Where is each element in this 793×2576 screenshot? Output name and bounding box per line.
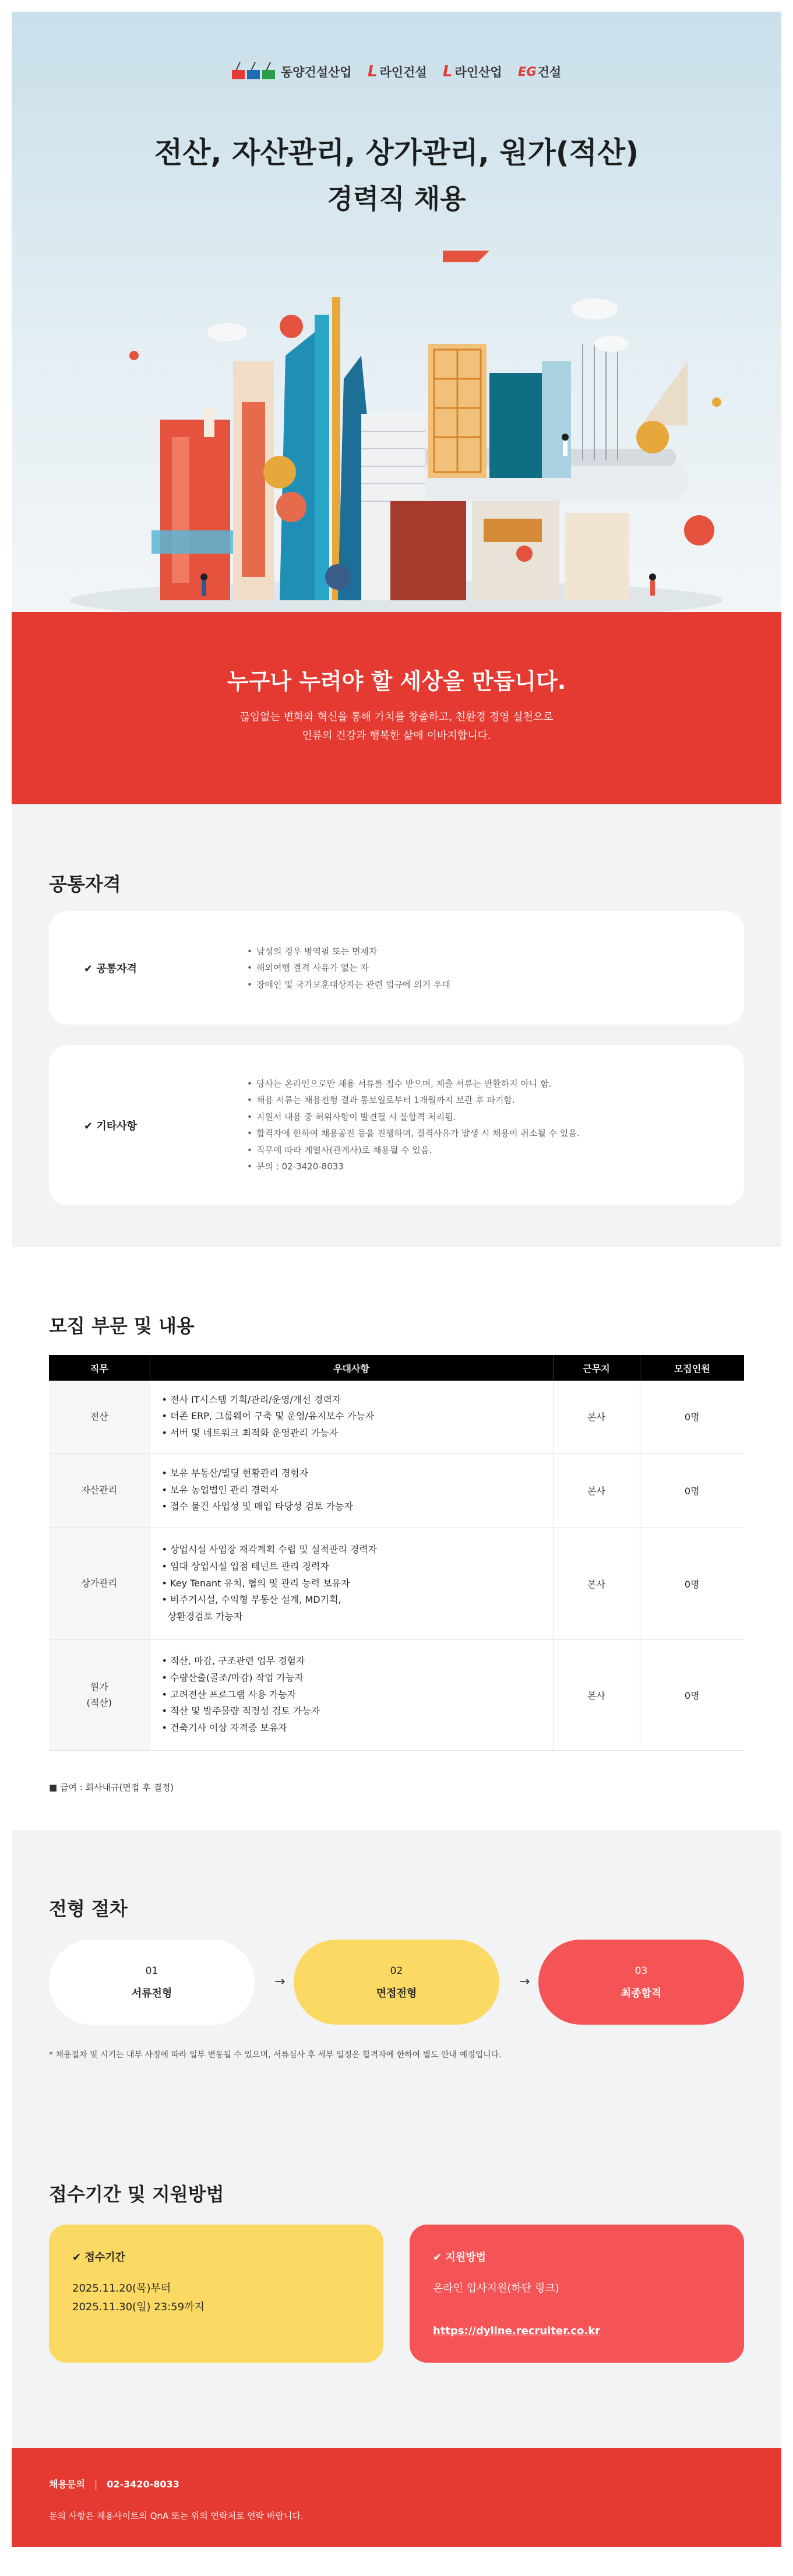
- duties-cell: [150, 1453, 553, 1528]
- company-logos: [12, 63, 781, 80]
- step-name: 서류전형: [131, 1987, 172, 2000]
- role-cell: [49, 1639, 150, 1750]
- column-header: 모집인원: [640, 1355, 744, 1381]
- line-logo-icon: L: [442, 63, 453, 80]
- table-row: [49, 1453, 744, 1528]
- period-end: 2025.11.30(일) 23:59까지: [72, 2300, 205, 2313]
- count-cell: 0명: [640, 1528, 744, 1639]
- step-number: 03: [635, 1965, 648, 1977]
- footer: [12, 2448, 781, 2547]
- salary-note: ■ 급여 : 회사내규(면접 후 결정): [49, 1782, 174, 1793]
- page-subtitle: 경력직 채용: [327, 183, 466, 214]
- location-cell: 본사: [553, 1639, 640, 1750]
- duty-item: • 보유 부동산/빌딩 현황관리 경험자: [161, 1467, 309, 1479]
- role-cell: 상가관리: [49, 1528, 150, 1639]
- table-row: [49, 1381, 744, 1453]
- positions-section: [12, 1247, 781, 1830]
- logo-name: 라인건설: [379, 65, 427, 79]
- common-qualifications-section: [12, 804, 781, 1247]
- city-illustration: [12, 227, 781, 624]
- contact-label: 채용문의: [49, 2479, 85, 2490]
- role-cell: 자산관리: [49, 1453, 150, 1528]
- step-name: 최종합격: [621, 1987, 662, 2000]
- period-dates: [72, 2279, 205, 2316]
- hero-banner: [12, 12, 781, 624]
- eg-logo-mark: EG: [517, 65, 537, 79]
- common-qualification-card: [49, 911, 744, 1025]
- location-cell: 본사: [553, 1453, 640, 1528]
- section-title: 모집 부문 및 내용: [49, 1315, 195, 1337]
- apply-link[interactable]: https://dyline.recruiter.co.kr: [433, 2325, 601, 2337]
- section-title: 전형 절차: [49, 1898, 128, 1920]
- list-item: • 채용 서류는 채용전형 결과 통보일로부터 1개월까지 보관 후 파기함.: [247, 1092, 580, 1109]
- table-header-row: [49, 1355, 744, 1381]
- section-title: 공통자격: [49, 873, 121, 895]
- list-item: • 지원서 내용 중 허위사항이 발견될 시 불합격 처리됨.: [247, 1108, 580, 1125]
- process-section: [12, 1830, 781, 2116]
- process-step-1: [49, 1940, 255, 2025]
- list-item: • 장애인 및 국가보훈대상자는 관련 법규에 의거 우대: [247, 976, 450, 993]
- slogan-banner: [12, 612, 781, 804]
- arrow-right-icon: →: [274, 1975, 286, 1989]
- box-title: ✔ 접수기간: [72, 2251, 125, 2264]
- other-notes-card: [49, 1045, 744, 1205]
- logo-name: 라인산업: [454, 65, 502, 79]
- qualification-list: [247, 943, 450, 993]
- card-label: ✔ 기타사항: [84, 1120, 137, 1132]
- logo-name: 동양건설산업: [280, 65, 352, 79]
- arrow-right-icon: →: [519, 1975, 530, 1989]
- duty-item: • 접수 물건 사업성 및 매입 타당성 검토 가능자: [161, 1501, 353, 1512]
- logo-line-construction: [368, 63, 427, 80]
- slogan-line-2: 인류의 건강과 행복한 삶에 이바지합니다.: [302, 729, 491, 742]
- list-item: • 해외여행 결격 사유가 없는 자: [247, 959, 450, 976]
- list-item: • 당사는 온라인으로만 채용 서류를 접수 받으며, 제출 서류는 반환하지 아니 함.: [247, 1075, 580, 1092]
- notes-list: [247, 1075, 580, 1175]
- logo-eg: [518, 63, 561, 80]
- duty-item: • 서버 및 네트워크 최적화 운영관리 가능자: [161, 1427, 339, 1439]
- line-logo-icon: L: [367, 63, 378, 80]
- duties-cell: [150, 1528, 553, 1639]
- page-title: 전산, 자산관리, 상가관리, 원가(적산): [154, 136, 639, 170]
- separator: |: [94, 2479, 98, 2490]
- duties-cell: [150, 1381, 553, 1453]
- step-number: 02: [390, 1965, 403, 1977]
- list-item: • 남성의 경우 병역필 또는 면제자: [247, 943, 450, 960]
- process-step-3: [538, 1940, 744, 2025]
- duty-item: • 전사 IT시스템 기획/관리/운영/개선 경력자: [161, 1393, 341, 1405]
- duty-item: • 비주거시설, 수익형 부동산 설계, MD기획,: [161, 1594, 341, 1606]
- duty-item: • 건축기사 이상 자격증 보유자: [161, 1722, 287, 1734]
- role-cell: 전산: [49, 1381, 150, 1453]
- contact-line: [49, 2477, 179, 2490]
- duty-item: • 적산, 마감, 구조관련 업무 경험자: [161, 1655, 305, 1666]
- column-header: 우대사항: [150, 1355, 553, 1381]
- duty-item: • Key Tenant 유치, 협의 및 관리 능력 보유자: [161, 1577, 350, 1589]
- box-title: ✔ 지원방법: [433, 2251, 486, 2264]
- column-header: 근무지: [553, 1355, 640, 1381]
- duty-item: • 적산 및 발주물량 적정성 검토 가능자: [161, 1705, 320, 1717]
- duty-item: 상환경검토 가능자: [161, 1611, 243, 1623]
- application-period-box: [49, 2225, 383, 2363]
- step-name: 면접전형: [376, 1987, 417, 2000]
- role-name: 원가: [90, 1681, 108, 1692]
- column-header: 직무: [49, 1355, 150, 1381]
- application-section: [12, 2116, 781, 2448]
- contact-phone: 02-3420-8033: [107, 2479, 179, 2490]
- duties-cell: [150, 1639, 553, 1750]
- method-text: 온라인 입사지원(하단 링크): [433, 2282, 559, 2295]
- duty-item: • 상업시설 사업장 재각계획 수립 및 실적관리 경력자: [161, 1544, 378, 1555]
- duty-item: • 임대 상업시설 입점 테넌트 관리 경력자: [161, 1560, 329, 1572]
- process-step-2: [294, 1940, 499, 2025]
- location-cell: 본사: [553, 1381, 640, 1453]
- table-row: [49, 1639, 744, 1750]
- role-name-detail: (적산): [86, 1697, 112, 1708]
- list-item: • 합격자에 한하여 채용공진 등을 진행하며, 결격사유가 발생 시 채용이 취소될 수 있음.: [247, 1125, 580, 1142]
- list-item: • 문의 : 02-3420-8033: [247, 1159, 580, 1176]
- count-cell: 0명: [640, 1381, 744, 1453]
- count-cell: 0명: [640, 1453, 744, 1528]
- section-title: 접수기간 및 지원방법: [49, 2183, 224, 2205]
- logo-dongyang: [232, 63, 352, 80]
- step-number: 01: [145, 1965, 158, 1977]
- duty-item: • 더존 ERP, 그룹웨어 구축 및 운영/유지보수 가능자: [161, 1410, 375, 1422]
- process-note: * 채용절차 및 시기는 내부 사정에 따라 일부 변동될 수 있으며, 서류심사 후 세부 일정은 합격자에 한하여 별도 안내 예정입니다.: [49, 2050, 502, 2060]
- location-cell: 본사: [553, 1528, 640, 1639]
- duty-item: • 고려전산 프로그램 사용 가능자: [161, 1688, 297, 1700]
- slogan-text: [12, 708, 781, 745]
- slogan-headline: 누구나 누려야 할 세상을 만듭니다.: [227, 668, 566, 694]
- card-label: ✔ 공통자격: [84, 962, 137, 975]
- logo-name: 건설: [537, 65, 562, 79]
- footer-note: 문의 사항은 채용사이트의 QnA 또는 위의 연락처로 연락 바랍니다.: [49, 2511, 304, 2521]
- duty-item: • 보유 농업법인 관리 경력자: [161, 1484, 279, 1495]
- period-start: 2025.11.20(목)부터: [72, 2282, 171, 2295]
- application-method-box: [410, 2225, 744, 2363]
- slogan-line-1: 끊임없는 변화와 혁신을 통해 가치를 창출하고, 친환경 경영 실천으로: [239, 711, 554, 723]
- positions-table: [49, 1355, 744, 1751]
- count-cell: 0명: [640, 1639, 744, 1750]
- logo-line-industry: [443, 63, 502, 80]
- table-row: [49, 1528, 744, 1639]
- list-item: • 직무에 따라 계열사(관계사)로 채용될 수 있음.: [247, 1142, 580, 1159]
- duty-item: • 수량산출(골조/마감) 작업 가능자: [161, 1671, 304, 1683]
- dongyang-logo-icon: [232, 64, 276, 79]
